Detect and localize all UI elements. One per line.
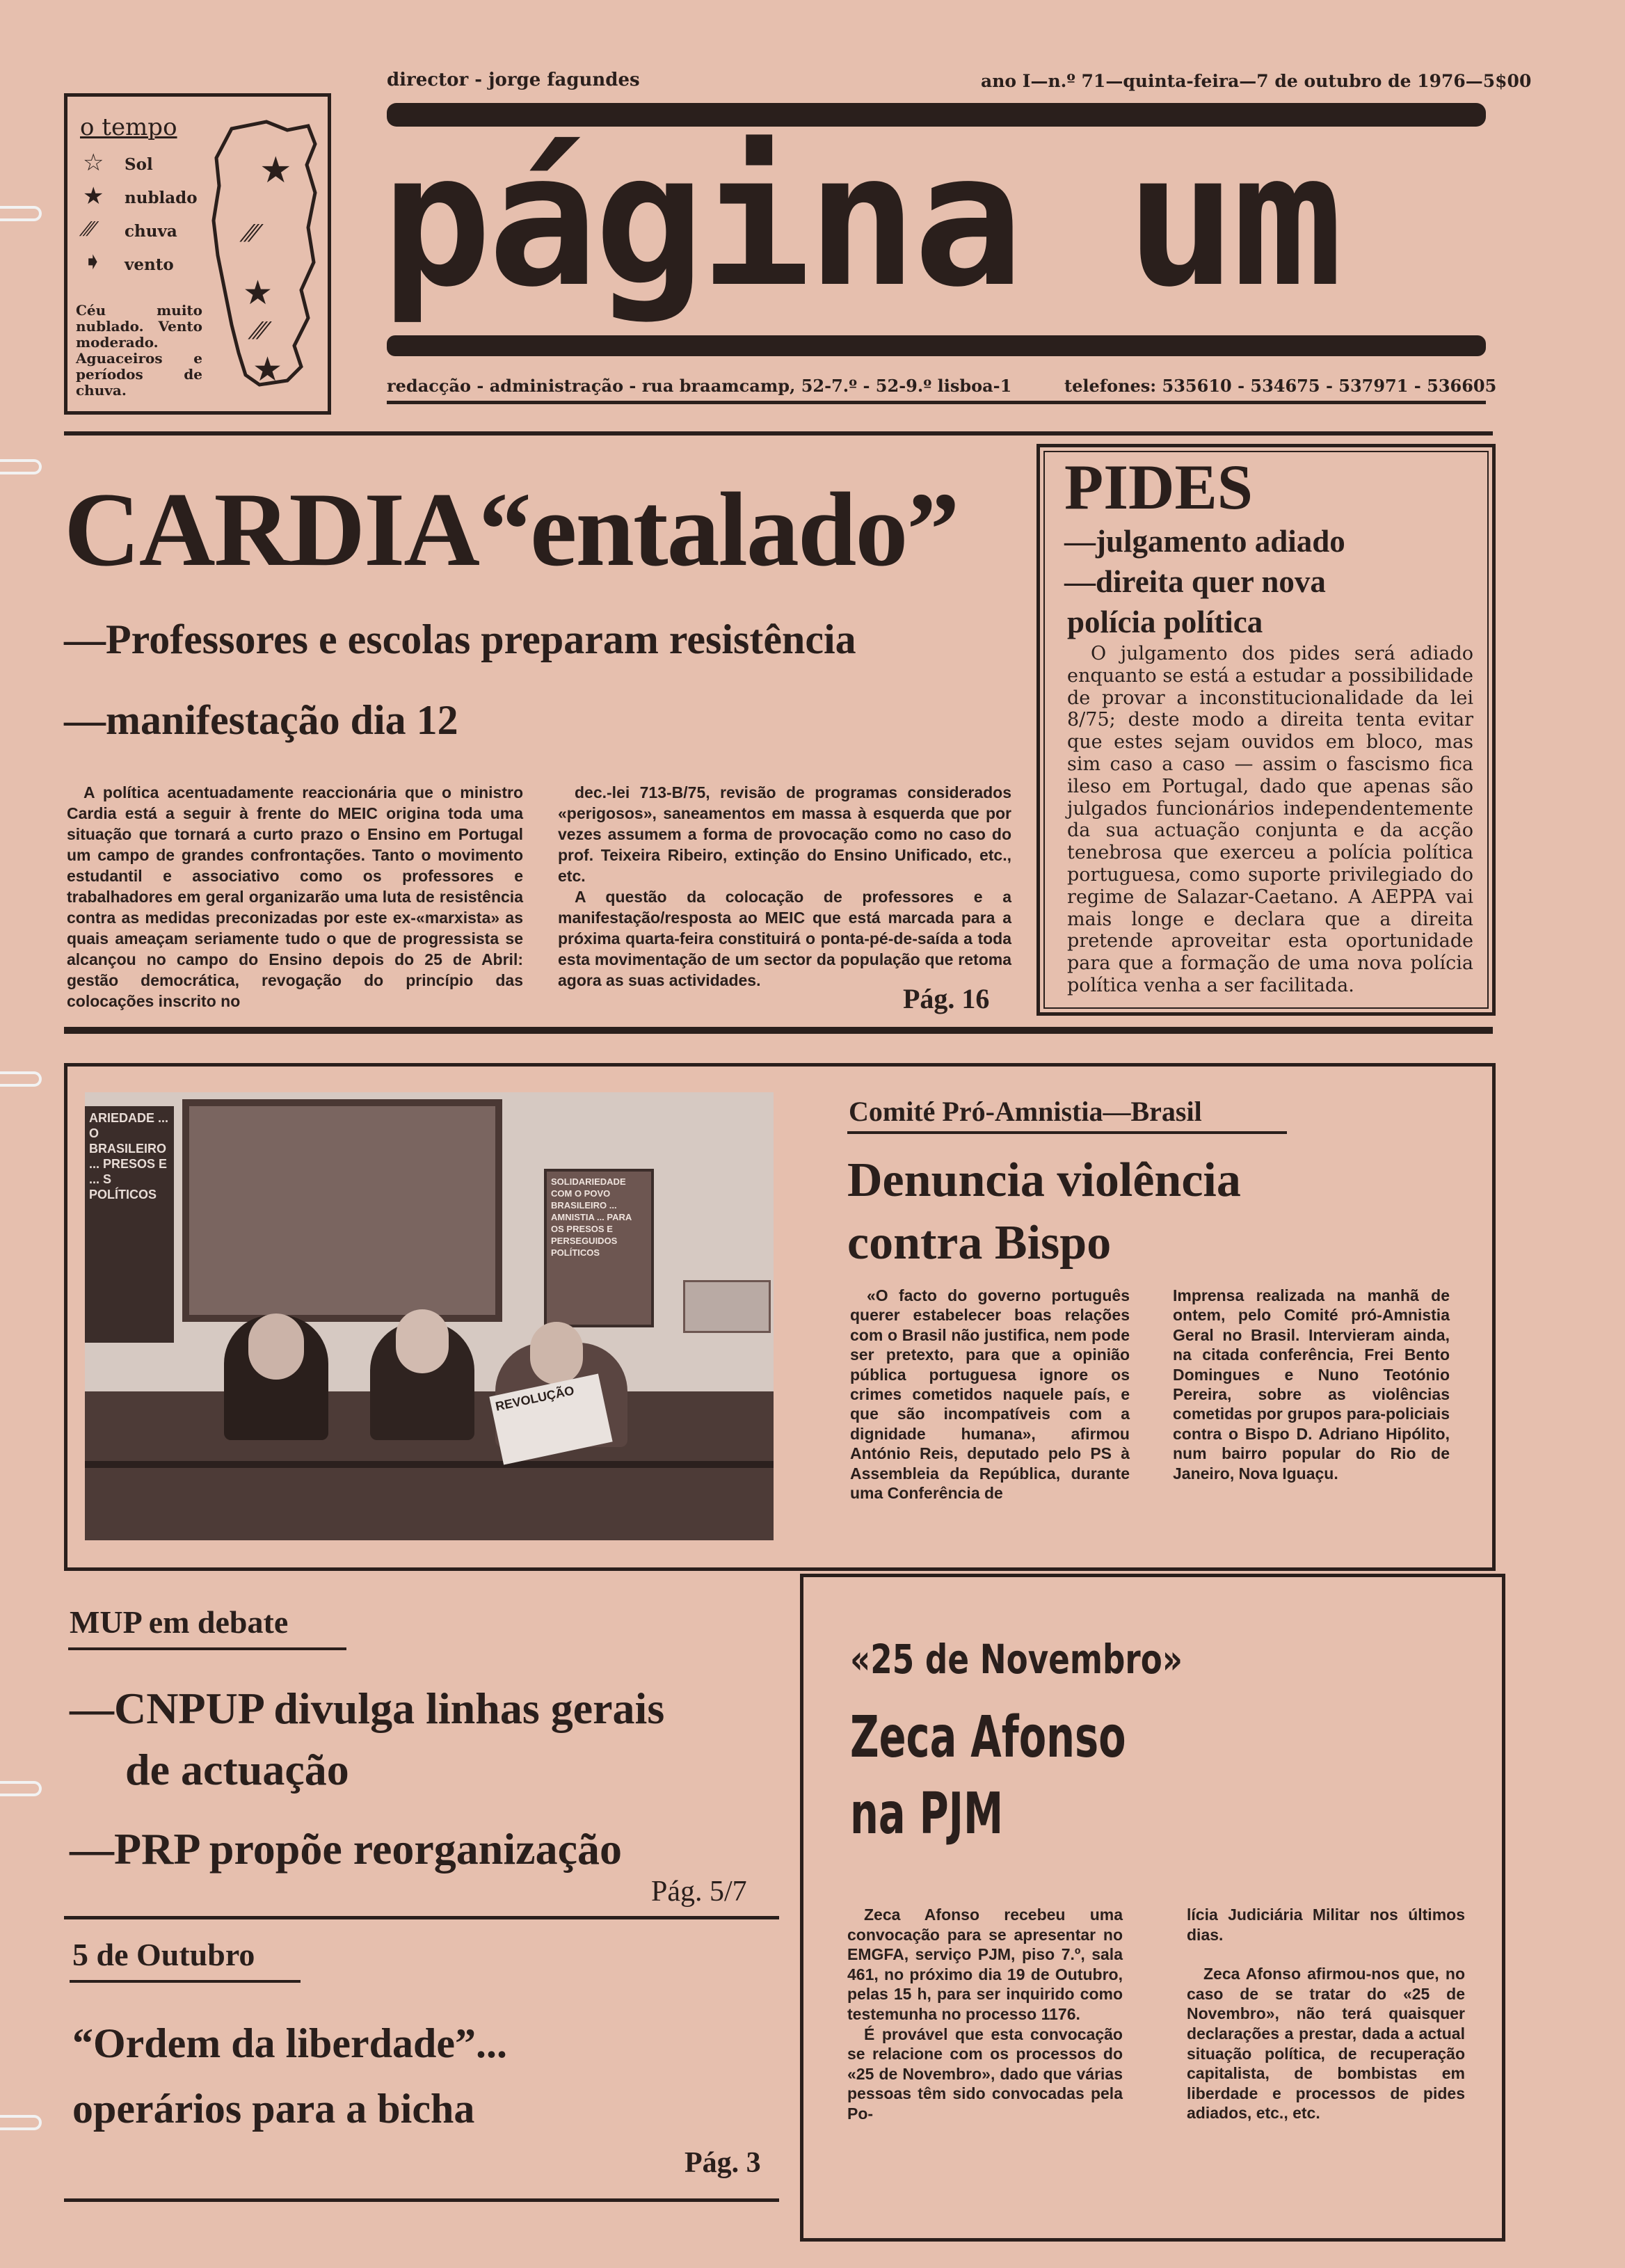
zeca-headline-2: na PJM: [850, 1781, 1004, 1847]
address-rule: [387, 401, 1486, 404]
poster-left: ARIEDADE ... O BRASILEIRO ... PRESOS E ... S POLÍTICOS: [85, 1106, 174, 1343]
masthead-title-wrap: [381, 96, 1494, 353]
portugal-map-icon: [204, 116, 326, 408]
masthead-title: página um: [381, 114, 1339, 328]
mup-line-3: —PRP propõe reorganização: [70, 1824, 622, 1874]
director-line: director - jorge fagundes: [387, 70, 640, 90]
svg-text:⁄⁄⁄: ⁄⁄⁄: [254, 317, 266, 345]
rain-icon: ⁄⁄⁄: [84, 218, 95, 241]
lead-column-1: A política acentuadamente reaccionária que o ministro Cardia está a seguir à frente do MEIC origina toda uma situação que tornará a curto prazo o Ensino em Portugal um campo de grandes confrontações. Tanto o movimento estudantil e associativo como os professores e trabalhadores em geral organizarão uma luta de resistência contra as medidas preconizadas por este ex-«marxista» as quais ameaçam seriamente tudo o que de progressista se alcançou no campo do Ensino depois do 25 de Abril: gestão democrática, revogação do princípio das colocações inscrito no: [67, 783, 523, 1010]
brasil-column-1: «O facto do governo português querer estabelecer boas relações com o Brasil não justifica, nem pode ser pretexto, para que a opinião pública portuguesa ignore os crimes cometidos naquele país, e que são incompatíveis com a dignidade humana», afirmou António Reis, deputado pelo PS à Assembleia da República, durante uma Conferência de: [850, 1286, 1130, 1503]
phones-line: telefones: 535610 - 534675 - 537971 - 536605: [1064, 376, 1497, 396]
svg-text:★: ★: [259, 150, 292, 191]
mup-page-ref[interactable]: Pág. 5/7: [651, 1876, 747, 1908]
pides-subhead-3: polícia política: [1067, 605, 1263, 639]
svg-text:⁄⁄⁄: ⁄⁄⁄: [246, 220, 258, 248]
brasil-headline-2: contra Bispo: [847, 1216, 1112, 1270]
mup-kicker: MUP em debate: [70, 1604, 289, 1640]
svg-text:★: ★: [253, 350, 283, 389]
brasil-kicker-rule: [847, 1131, 1287, 1134]
press-conference-photo: [85, 1092, 774, 1540]
outubro-line-1: “Ordem da liberdade”...: [72, 2020, 507, 2066]
legend-nublado: nublado: [125, 189, 198, 207]
painting: [182, 1099, 502, 1322]
pides-headline: PIDES: [1064, 452, 1253, 522]
mup-kicker-rule: [68, 1647, 346, 1650]
zeca-kicker: «25 de Novembro»: [850, 1636, 1183, 1683]
outubro-kicker: 5 de Outubro: [72, 1937, 255, 1972]
legend-vento: vento: [125, 255, 174, 274]
lead-headline: CARDIA“entalado”: [64, 471, 959, 588]
issue-line: ano I—n.º 71—quinta-feira—7 de outubro de 1976—5$00: [981, 71, 1532, 91]
masthead-bottom-bar: [387, 335, 1486, 356]
bottom-left-rule: [64, 2198, 779, 2202]
lead-subhead-1: —Professores e escolas preparam resistência: [64, 616, 856, 662]
mup-separator: [64, 1916, 779, 1919]
brasil-kicker: Comité Pró-Amnistia—Brasil: [849, 1096, 1202, 1127]
mup-line-1: —CNPUP divulga linhas gerais: [70, 1684, 665, 1733]
section-separator-1: [64, 1027, 1493, 1034]
binder-ring: [0, 459, 42, 474]
pides-subhead-2: —direita quer nova: [1064, 564, 1326, 599]
binder-ring: [0, 2115, 42, 2130]
weather-title: o tempo: [80, 113, 177, 141]
arrow-icon: ➧: [83, 248, 103, 275]
weather-forecast: Céu muito nublado. Vento moderado. Aguaceiros e períodos de chuva.: [76, 302, 202, 399]
loudspeaker: [683, 1280, 771, 1333]
outubro-kicker-rule: [70, 1980, 301, 1983]
masthead-separator: [64, 431, 1493, 436]
lead-page-ref[interactable]: Pág. 16: [903, 983, 990, 1014]
outline-star-icon: ☆: [83, 149, 104, 177]
binder-ring: [0, 1781, 42, 1796]
pides-subhead-1: —julgamento adiado: [1064, 524, 1345, 559]
weather-box: [64, 93, 331, 415]
legend-sol: Sol: [125, 155, 153, 174]
legend-chuva: chuva: [125, 222, 177, 241]
lead-subhead-2: —manifestação dia 12: [64, 697, 458, 743]
pides-body: O julgamento dos pides será adiado enquanto se está a estudar a possibilidade de provar a inconstitucionalidade da lei 8/75; deste modo a direita tenta evitar que estes sejam ouvidos em bloco, mas sim caso a caso — assim o fascismo fica ileso em Portugal, dado que apenas são julgados funcionários independentemente da sua actuação conjunta e da acção tenebrosa que exerceu a polícia política portuguesa, como suporte privilegiado do regime de Salazar-Caetano. A AEPPA vai mais longe e declara que a direita pretende aproveitar esta oportunidade para que a formação de uma nova polícia política venha a ser facilitada.: [1067, 643, 1473, 996]
zeca-column-2: lícia Judiciária Militar nos últimos dias. Zeca Afonso afirmou-nos que, no caso de se tratar do «25 de Novembro», não terá quaisquer declarações a prestar, dada a actual situação política, de recuperação capitalista, de bombistas em liberdade e processos de pides adiados, etc., etc.: [1187, 1906, 1465, 2123]
address-line: redacção - administração - rua braamcamp, 52-7.º - 52-9.º lisboa-1: [387, 376, 1012, 396]
mup-line-2: de actuação: [125, 1745, 349, 1794]
zeca-headline-1: Zeca Afonso: [850, 1704, 1126, 1771]
brasil-headline-1: Denuncia violência: [847, 1153, 1241, 1207]
svg-text:★: ★: [243, 273, 273, 312]
brasil-column-2: Imprensa realizada na manhã de ontem, pelo Comité pró-Amnistia Geral no Brasil. Intervieram ainda, na citada conferência, Frei Bento Domingues e Nuno Teotónio Pereira, sobre as violências cometidas por grupos para-policiais contra o Bispo D. Adriano Hipólito, num bairro popular do Rio de Janeiro, Nova Iguaçu.: [1173, 1286, 1450, 1483]
newspaper: REVOLUÇÃO: [489, 1373, 612, 1464]
poster-right: SOLIDARIEDADE COM O POVO BRASILEIRO ... AMNISTIA ... PARA OS PRESOS E PERSEGUIDOS POLÍTICOS: [544, 1169, 654, 1327]
binder-ring: [0, 206, 42, 221]
outubro-line-2: operários para a bicha: [72, 2086, 475, 2132]
binder-ring: [0, 1071, 42, 1087]
lead-column-2: dec.-lei 713-B/75, revisão de programas considerados «perigosos», saneamentos em massa à esquerda que por vezes assumem a forma de provocação como no caso do prof. Teixeira Ribeiro, extinção do Ensino Unificado, etc., etc. A questão da colocação de professores e a manifestação/resposta ao MEIC que está marcada para a próxima quarta-feira constituirá o ponta-pé-de-saída a toda esta movimentação de um sector da população que retoma agora as suas actividades.: [558, 783, 1011, 989]
zeca-column-1: Zeca Afonso recebeu uma convocação para se apresentar no EMGFA, serviço PJM, piso 7.º, sala 461, no próximo dia 19 de Outubro, pelas 15 h, para ser inquirido como testemunha no processo 1176. É provável que esta convocação se relacione com os processos do «25 de Novembro», dado que várias pessoas têm sido convocadas pela Po-: [847, 1906, 1123, 2123]
filled-star-icon: ★: [83, 182, 104, 210]
outubro-page-ref[interactable]: Pág. 3: [685, 2147, 761, 2179]
